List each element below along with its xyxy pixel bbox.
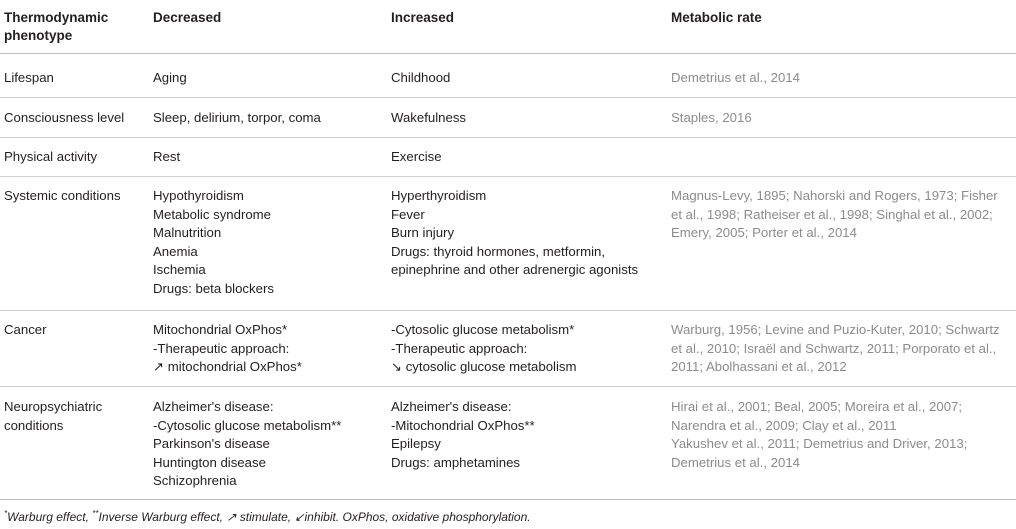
row-decreased: Rest bbox=[153, 149, 181, 164]
row-phenotype: Consciousness level bbox=[4, 110, 125, 125]
header-increased: Increased bbox=[391, 10, 455, 25]
header-divider bbox=[0, 53, 1016, 54]
row-increased: Hyperthyroidism Fever Burn injury Drugs: thyroid hormones, metformin, epinephrine and other adrenergic agonists bbox=[391, 188, 639, 277]
row-increased: -Cytosolic glucose metabolism* -Therapeutic approach: ↘ cytosolic glucose metabolism bbox=[391, 322, 577, 374]
row-decreased: Sleep, delirium, torpor, coma bbox=[153, 110, 321, 125]
row-phenotype: Lifespan bbox=[4, 70, 54, 85]
row-increased: Alzheimer's disease: -Mitochondrial OxPhos** Epilepsy Drugs: amphetamines bbox=[391, 399, 535, 470]
footnote-mark-double: ** bbox=[92, 509, 99, 518]
table-footnote bbox=[4, 509, 531, 524]
row-decreased: Aging bbox=[153, 70, 187, 85]
header-metabolic-rate: Metabolic rate bbox=[671, 10, 762, 25]
row-increased: Exercise bbox=[391, 149, 442, 164]
footnote-text-rest: Inverse Warburg effect, ↗ stimulate, ↙inhibit. OxPhos, oxidative phosphorylation. bbox=[98, 510, 531, 524]
row-phenotype: Cancer bbox=[4, 322, 47, 337]
row-increased: Childhood bbox=[391, 70, 451, 85]
row-decreased: Alzheimer's disease: -Cytosolic glucose metabolism** Parkinson's disease Huntington disease Schizophrenia bbox=[153, 399, 342, 488]
row-phenotype: Systemic conditions bbox=[4, 188, 121, 203]
row-divider bbox=[0, 386, 1016, 387]
row-divider bbox=[0, 176, 1016, 177]
table-header bbox=[0, 0, 1016, 53]
row-divider bbox=[0, 310, 1016, 311]
row-references: Staples, 2016 bbox=[671, 110, 752, 125]
row-decreased: Mitochondrial OxPhos* -Therapeutic approach: ↗ mitochondrial OxPhos* bbox=[153, 322, 302, 374]
row-phenotype: Physical activity bbox=[4, 149, 98, 164]
footnote-mark-single: * bbox=[4, 509, 8, 518]
row-increased: Wakefulness bbox=[391, 110, 467, 125]
row-decreased: Hypothyroidism Metabolic syndrome Malnutrition Anemia Ischemia Drugs: beta blockers bbox=[153, 188, 274, 296]
row-phenotype: Neuropsychiatric conditions bbox=[4, 399, 103, 433]
header-phenotype: Thermodynamic phenotype bbox=[4, 10, 109, 43]
row-divider bbox=[0, 97, 1016, 98]
row-references: Demetrius et al., 2014 bbox=[671, 70, 801, 85]
table-bottom-rule bbox=[0, 499, 1016, 500]
footnote-text-warburg: Warburg effect, bbox=[7, 510, 93, 524]
row-references: Magnus-Levy, 1895; Nahorski and Rogers, 1973; Fisher et al., 1998; Ratheiser et al., 1998; Singhal et al., 2002; Emery, 2005; Porter et al., 2014 bbox=[671, 188, 998, 240]
row-references: Hirai et al., 2001; Beal, 2005; Moreira et al., 2007; Narendra et al., 2009; Clay et al., 2011 Yakushev et al., 2011; Demetrius and Driver, 2013; Demetrius et al., 2014 bbox=[671, 399, 968, 470]
row-divider bbox=[0, 137, 1016, 138]
row-references: Warburg, 1956; Levine and Puzio-Kuter, 2010; Schwartz et al., 2010; Israël and Schwartz, 2011; Porporato et al., 2011; Abolhassani et al., 2012 bbox=[671, 322, 1000, 374]
header-decreased: Decreased bbox=[153, 10, 222, 25]
